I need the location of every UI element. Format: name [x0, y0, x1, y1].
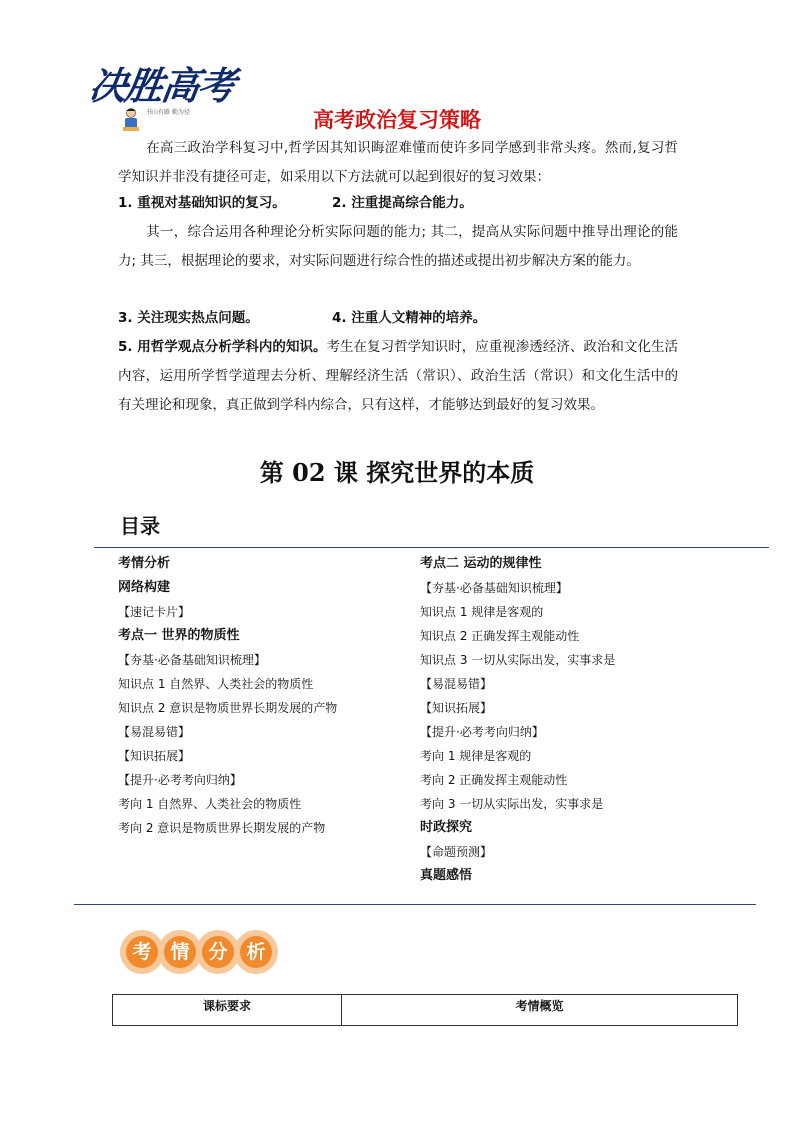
toc-item[interactable]: 网络构建 [118, 580, 171, 595]
badge-bubble [234, 930, 278, 974]
badge-char: 考 [126, 936, 158, 968]
toc-item[interactable]: 【夯基·必备基础知识梳理】 [118, 653, 266, 667]
toc-item[interactable]: 考点一 世界的物质性 [118, 628, 240, 643]
tip-2: 2. 注重提高综合能力。 [332, 195, 473, 211]
badge-char: 分 [202, 936, 234, 968]
toc-item[interactable]: 考向 2 正确发挥主观能动性 [420, 773, 568, 787]
toc-item[interactable]: 知识点 3 一切从实际出发，实事求是 [420, 653, 616, 667]
tip-5-paragraph [118, 333, 678, 420]
tips-row-2 [118, 304, 678, 333]
toc-item[interactable]: 考向 3 一切从实际出发，实事求是 [420, 797, 604, 811]
toc-item[interactable]: 【命题预测】 [420, 845, 493, 859]
toc-item[interactable]: 知识点 2 意识是物质世界长期发展的产物 [118, 701, 338, 715]
logo-text: 决胜高考 [86, 63, 237, 108]
tip-4: 4. 注重人文精神的培养。 [332, 310, 487, 326]
ability-paragraph: 其一，综合运用各种理论分析实际问题的能力; 其二，提高从实际问题中推导出理论的能力; 其三，根据理论的要求，对实际问题进行综合性的描述或提出初步解决方案的能力。 [118, 224, 678, 269]
toc-item[interactable]: 知识点 2 正确发挥主观能动性 [420, 629, 580, 643]
toc-item[interactable]: 知识点 1 规律是客观的 [420, 605, 544, 619]
badge-char: 情 [164, 936, 196, 968]
toc-item[interactable]: 时政探究 [420, 820, 473, 835]
toc-item[interactable]: 真题感悟 [420, 868, 473, 883]
table-header-overview: 考情概览 [342, 995, 738, 1026]
toc-left-column [118, 552, 388, 840]
curriculum-table [112, 994, 738, 1026]
toc-item[interactable]: 【知识拓展】 [118, 749, 191, 763]
toc-item[interactable]: 【易混易错】 [420, 677, 493, 691]
tip-3: 3. 关注现实热点问题。 [118, 310, 259, 326]
tip-5-lead: 5. 用哲学观点分析学科内的知识。 [118, 339, 327, 355]
toc-item[interactable]: 【易混易错】 [118, 725, 191, 739]
toc-item[interactable]: 【提升·必考考向归纳】 [118, 773, 242, 787]
toc-item[interactable]: 考向 1 规律是客观的 [420, 749, 532, 763]
intro-paragraph: 在高三政治学科复习中,哲学因其知识晦涩难懂而使许多同学感到非常头疼。然而,复习哲学知识并非没有捷径可走，如采用以下方法就可以起到很好的复习效果： [118, 140, 678, 185]
toc-item[interactable]: 【速记卡片】 [118, 605, 191, 619]
toc-top-divider [94, 547, 769, 548]
table-header-requirements: 课标要求 [113, 995, 342, 1026]
toc-item[interactable]: 【提升·必考考向归纳】 [420, 725, 544, 739]
tip-5-body: 考生在复习哲学知识时，应重视渗透经济、政治和文化生活内容，运用所学哲学道理去分析、理解经济生活（常识）、政治生活（常识）和文化生活中的有关理论和现象，真正做到学科内综合，只有这样，才能够达到最好的复习效果。 [118, 339, 678, 413]
document-title: 高考政治复习策略 [313, 108, 481, 132]
toc-right-column [420, 552, 740, 888]
toc-item[interactable]: 考点二 运动的规律性 [420, 556, 542, 571]
toc-heading: 目录 [120, 514, 160, 538]
lesson-title: 第 02 课 探究世界的本质 [259, 458, 535, 487]
tips-row-1 [118, 189, 678, 218]
logo-subtitle: 书山有路 勤为径 [146, 109, 190, 116]
toc-item[interactable]: 考情分析 [118, 556, 171, 571]
toc-item[interactable]: 【夯基·必备基础知识梳理】 [420, 581, 568, 595]
toc-item[interactable]: 知识点 1 自然界、人类社会的物质性 [118, 677, 314, 691]
toc-item[interactable]: 考向 1 自然界、人类社会的物质性 [118, 797, 302, 811]
toc-item[interactable]: 【知识拓展】 [420, 701, 493, 715]
section-badge-exam-analysis [120, 930, 280, 978]
toc-item[interactable]: 考向 2 意识是物质世界长期发展的产物 [118, 821, 326, 835]
toc-bottom-divider [74, 904, 756, 905]
badge-char: 析 [240, 936, 272, 968]
tip-1: 1. 重视对基础知识的复习。 [118, 195, 286, 211]
